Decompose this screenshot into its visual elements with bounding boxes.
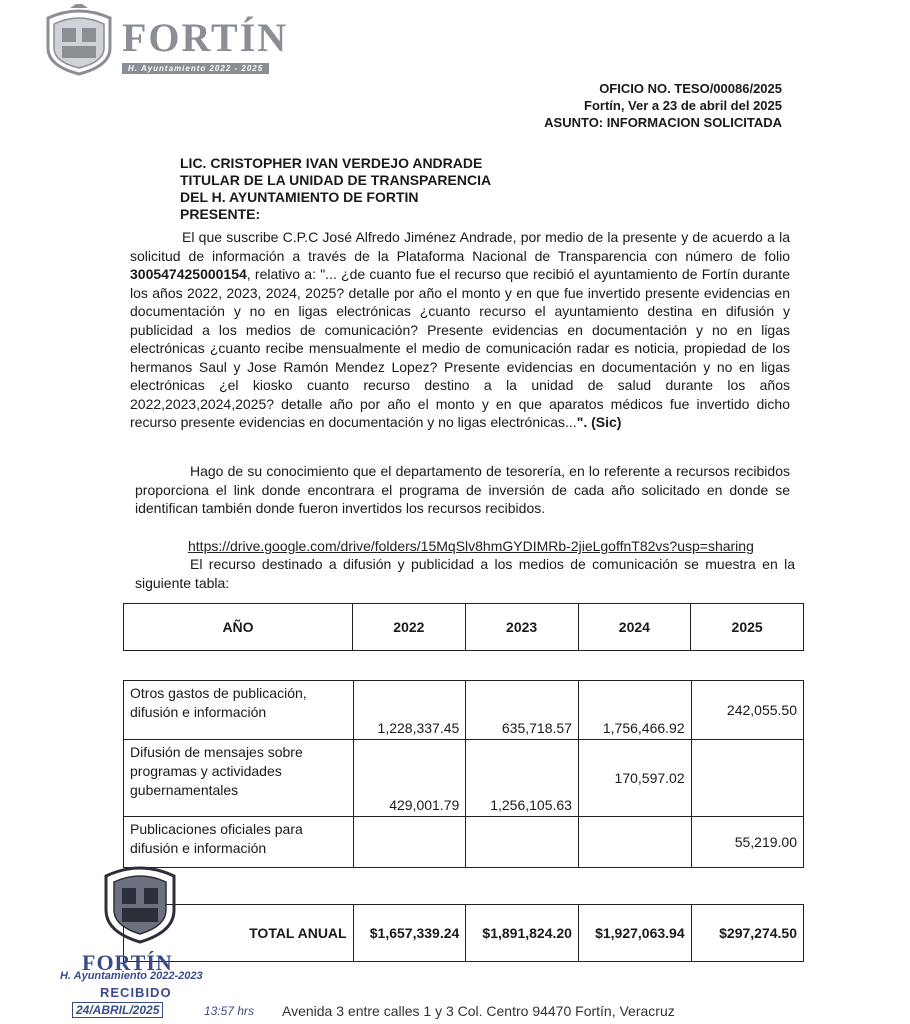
stamp-received: RECIBIDO (100, 985, 172, 1000)
stamp-name: FORTÍN (82, 950, 173, 975)
stamp-subtitle: H. Ayuntamiento 2022-2023 (60, 970, 203, 982)
value-cell (466, 817, 579, 868)
brand-block (122, 15, 289, 76)
value-cell: 55,219.00 (691, 817, 803, 868)
row-label: Otros gastos de publicación, difusión e información (124, 681, 354, 740)
total-2022: $1,657,339.24 (353, 905, 466, 962)
value-cell (691, 740, 803, 817)
asunto-line: ASUNTO: INFORMACION SOLICITADA (544, 115, 782, 130)
addressee-title: TITULAR DE LA UNIDAD DE TRANSPARENCIA (180, 172, 492, 188)
value-cell: 1,256,105.63 (466, 740, 579, 817)
addressee-presente: PRESENTE: (180, 206, 261, 222)
value-cell: 429,001.79 (353, 740, 466, 817)
stamp-time: 13:57 hrs (204, 1004, 255, 1018)
year-header-table (123, 603, 804, 651)
table-row (124, 740, 804, 817)
stamp-date: 24/ABRIL/2025 (72, 1002, 163, 1018)
stamp-coat-of-arms-icon (98, 858, 182, 946)
addressee-institution: DEL H. AYUNTAMIENTO DE FORTIN (180, 189, 419, 205)
table-row (124, 681, 804, 740)
header-cell-ano: AÑO (124, 604, 353, 651)
total-label: TOTAL ANUAL (124, 905, 354, 962)
value-cell: 242,055.50 (691, 681, 803, 740)
value-cell: 635,718.57 (466, 681, 579, 740)
brand-name: FORTÍN (122, 15, 289, 60)
row-label: Publicaciones oficiales para difusión e información (124, 817, 354, 868)
folio-number: 300547425000154 (130, 266, 247, 282)
oficio-number: OFICIO NO. TESO/00086/2025 (599, 81, 782, 96)
table-intro-paragraph: El recurso destinado a difusión y publicidad a los medios de comunicación se muestra en la siguiente tabla: (135, 556, 795, 591)
row-label: Difusión de mensajes sobre programas y actividades gubernamentales (124, 740, 354, 817)
request-text-a: El que suscribe C.P.C José Alfredo Jiménez Andrade, por medio de la presente y de acuerdo a la solicitud de información a través de la Plataforma Nacional de Transparencia con número de folio (130, 229, 790, 264)
sic-mark: ". (Sic) (576, 414, 622, 430)
coat-of-arms-logo (40, 4, 118, 76)
request-text-b: , relativo a: "... ¿de cuanto fue el recurso que recibió el ayuntamiento de Fortín durante los años 2022, 2023, 2024, 2025? detalle por año el monto y en que fue invertido presente evidencias en documentación y no en ligas electrónicas ¿cuanto recurso el ayuntamiento destina en difusión y publicidad a los medios de comunicación? Presente evidencias en documentación y no en ligas electrónicas ¿cuanto recibe mensualmente el medio de comunicación radar es noticia, propiedad de los hermanos Saul y Jose Ramón Mendez Lopez? Presente evidencias en documentación y no en ligas electrónicas ¿el kiosko cuanto recurso destino a la unidad de salud durante los años 2022,2023,2024,2025? detalle año por año el monto y en que aparatos médicos fue invertido dicho recurso presente evidencias en documentación y no ligas electrónicas... (130, 266, 790, 430)
footer-address: Avenida 3 entre calles 1 y 3 Col. Centro 94470 Fortín, Veracruz (282, 1003, 675, 1019)
value-cell: 1,228,337.45 (353, 681, 466, 740)
header-cell-2023: 2023 (465, 604, 578, 651)
received-stamp (60, 858, 300, 1024)
year-header-row (124, 604, 804, 651)
header-cell-2024: 2024 (578, 604, 691, 651)
addressee-block (180, 155, 491, 223)
value-cell (353, 817, 466, 868)
request-paragraph (130, 228, 790, 432)
total-2025: $297,274.50 (691, 905, 803, 962)
value-cell: 1,756,466.92 (578, 681, 691, 740)
drive-link[interactable]: https://drive.google.com/drive/folders/15MqSlv8hmGYDIMRb-2jieLgoffnT82vs?usp=sharing (188, 538, 754, 554)
header-cell-2025: 2025 (691, 604, 804, 651)
header-cell-2022: 2022 (353, 604, 466, 651)
date-line: Fortín, Ver a 23 de abril del 2025 (584, 98, 782, 113)
value-cell (578, 817, 691, 868)
total-2023: $1,891,824.20 (466, 905, 579, 962)
total-2024: $1,927,063.94 (578, 905, 691, 962)
value-cell: 170,597.02 (578, 740, 691, 817)
brand-subtitle: H. Ayuntamiento 2022 - 2025 (122, 63, 269, 74)
reference-block (544, 80, 782, 131)
treasury-paragraph: Hago de su conocimiento que el departamento de tesorería, en lo referente a recursos recibidos proporciona el link donde encontrara el programa de inversión de cada año solicitado en donde se identifican también donde fueron invertidos los recursos recibidos. (135, 463, 790, 516)
addressee-name: LIC. CRISTOPHER IVAN VERDEJO ANDRADE (180, 155, 483, 171)
